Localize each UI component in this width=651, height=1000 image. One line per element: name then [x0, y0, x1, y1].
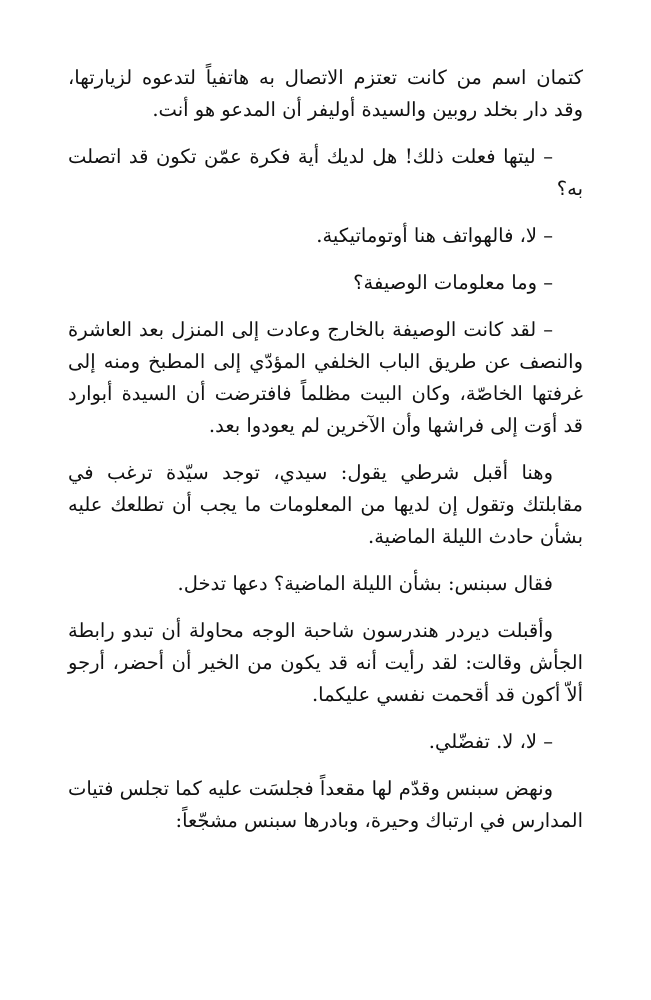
- paragraph-3: – لا، فالهواتف هنا أوتوماتيكية.: [316, 224, 553, 247]
- paragraph-8: وأقبلت ديردر هندرسون شاحبة الوجه محاولة أن تبدو رابطة الجأش وقالت: لقد رأيت أنه قد يكون من الخير أن أحضر، أرجو ألاّ أكون قد أقحمت نفسي عليكما.: [68, 619, 583, 706]
- book-page: [68, 62, 583, 837]
- paragraph-5: – لقد كانت الوصيفة بالخارج وعادت إلى المنزل بعد العاشرة والنصف عن طريق الباب الخلفي المؤدّي إلى المطبخ ومنه إلى غرفتها الخاصّة، وكان البيت مظلماً فافترضت أن السيدة أبوارد قد أوَت إلى فراشها وأن الآخرين لم يعودوا بعد.: [68, 318, 583, 437]
- paragraph-2: – ليتها فعلت ذلك! هل لديك أية فكرة عمّن تكون قد اتصلت به؟: [68, 145, 583, 200]
- paragraph-1: كتمان اسم من كانت تعتزم الاتصال به هاتفياً لتدعوه لزيارتها، وقد دار بخلد روبين والسيدة أوليفر أن المدعو هو أنت.: [68, 66, 583, 121]
- paragraph-4: – وما معلومات الوصيفة؟: [353, 271, 553, 294]
- paragraph-7: فقال سبنس: بشأن الليلة الماضية؟ دعها تدخل.: [177, 572, 553, 595]
- paragraph-9: – لا، لا. تفضّلي.: [428, 730, 553, 753]
- paragraph-10: ونهض سبنس وقدّم لها مقعداً فجلسَت عليه كما تجلس فتيات المدارس في ارتباك وحيرة، وبادرها سبنس مشجّعاً:: [68, 777, 583, 832]
- paragraph-6: وهنا أقبل شرطي يقول: سيدي، توجد سيّدة ترغب في مقابلتك وتقول إن لديها من المعلومات ما يجب أن تطلعك عليه بشأن حادث الليلة الماضية.: [68, 461, 583, 548]
